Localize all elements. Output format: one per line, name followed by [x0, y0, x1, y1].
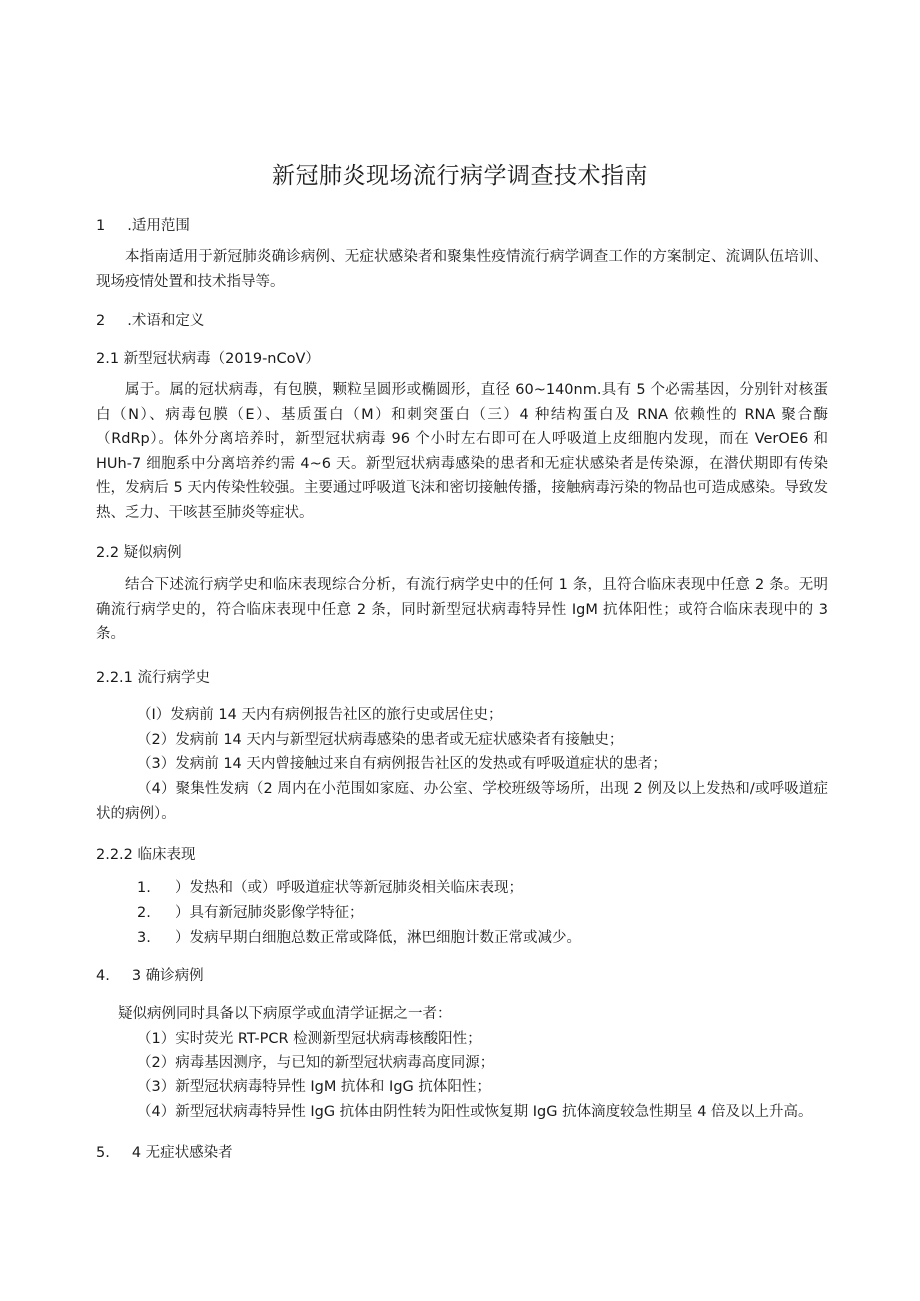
- epi-history-item-4: （4）聚集性发病（2 周内在小范围如家庭、办公室、学校班级等场所，出现 2 例及以上发热和/或呼吸道症状的病例）。: [96, 781, 828, 822]
- clinical-item-2-text: ）具有新冠肺炎影像学特征；: [175, 905, 364, 921]
- clinical-item-3-text: ）发病早期白细胞总数正常或降低，淋巴细胞计数正常或减少。: [175, 930, 581, 946]
- confirmed-item-4: （4）新型冠状病毒特异性 IgG 抗体由阴性转为阳性或恢复期 IgG 抗体滴度较急性期呈 4 倍及以上升高。: [137, 1104, 813, 1120]
- clinical-item-1-number: 1.: [137, 880, 151, 896]
- section-2-number: 2: [96, 313, 106, 329]
- section-4-number: 4.: [96, 968, 110, 984]
- clinical-item-2: [137, 901, 364, 925]
- clinical-item-1-text: ）发热和（或）呼吸道症状等新冠肺炎相关临床表现；: [175, 880, 523, 896]
- section-2-title: .术语和定义: [127, 313, 205, 329]
- section-2-2-2-heading: 2.2.2 临床表现: [96, 847, 196, 863]
- section-1-title: .适用范围: [127, 218, 190, 234]
- epi-history-item-3: （3）发病前 14 天内曾接触过来自有病例报告社区的发热或有呼吸道症状的患者；: [137, 756, 667, 772]
- clinical-item-2-number: 2.: [137, 905, 151, 921]
- confirmed-item-1: （1）实时荧光 RT-PCR 检测新型冠状病毒核酸阳性；: [137, 1031, 482, 1047]
- confirmed-item-2: （2）病毒基因测序，与已知的新型冠状病毒高度同源；: [137, 1055, 495, 1071]
- section-1-paragraph: 本指南适用于新冠肺炎确诊病例、无症状感染者和聚集性疫情流行病学调查工作的方案制定、流调队伍培训、现场疫情处置和技术指导等。: [96, 249, 828, 290]
- confirmed-intro: 疑似病例同时具备以下病原学或血清学证据之一者：: [118, 1006, 452, 1022]
- section-4-title: 3 确诊病例: [131, 968, 204, 984]
- section-2-2-paragraph: 结合下述流行病学史和临床表现综合分析，有流行病学史中的任何 1 条，且符合临床表现中任意 2 条。无明确流行病学史的，符合临床表现中任意 2 条，同时新型冠状病毒特异性 IgM 抗体阳性；或符合临床表现中的 3 条。: [96, 577, 828, 642]
- section-4-heading: [96, 964, 204, 985]
- clinical-item-1: [137, 876, 523, 900]
- section-5-number: 5.: [96, 1145, 110, 1161]
- clinical-item-3: [137, 926, 581, 950]
- section-5-heading: [96, 1141, 233, 1162]
- epi-history-item-1: （I）发病前 14 天内有病例报告社区的旅行史或居住史；: [137, 707, 503, 723]
- section-1-number: 1: [96, 218, 106, 234]
- epi-history-item-2: （2）发病前 14 天内与新型冠状病毒感染的患者或无症状感染者有接触史；: [137, 732, 624, 748]
- section-2-1-heading: 2.1 新型冠状病毒（2019-nCoV）: [96, 351, 320, 367]
- section-1-heading: [96, 214, 190, 235]
- page-title: 新冠肺炎现场流行病学调查技术指南: [272, 163, 648, 189]
- clinical-item-3-number: 3.: [137, 930, 151, 946]
- confirmed-item-3: （3）新型冠状病毒特异性 IgM 抗体和 IgG 抗体阳性；: [137, 1079, 491, 1095]
- section-2-2-1-heading: 2.2.1 流行病学史: [96, 670, 211, 686]
- section-2-1-paragraph: 属于。属的冠状病毒，有包膜，颗粒呈圆形或椭圆形，直径 60~140nm.具有 5 个必需基因，分别针对核蛋白（N）、病毒包膜（E）、基质蛋白（M）和刺突蛋白（三）4 种结构蛋白及 RNA 依赖性的 RNA 聚合酶（RdRp）。体外分离培养时，新型冠状病毒 96 个小时左右即可在人呼吸道上皮细胞内发现，而在 VerOE6 和 HUh-7 细胞系中分离培养约需 4~6 天。新型冠状病毒感染的患者和无症状感染者是传染源，在潜伏期即有传染性，发病后 5 天内传染性较强。主要通过呼吸道飞沫和密切接触传播，接触病毒污染的物品也可造成感染。导致发热、乏力、干咳甚至肺炎等症状。: [96, 382, 828, 521]
- section-5-title: 4 无症状感染者: [131, 1145, 233, 1161]
- section-2-heading: [96, 309, 204, 330]
- section-2-2-heading: 2.2 疑似病例: [96, 545, 182, 561]
